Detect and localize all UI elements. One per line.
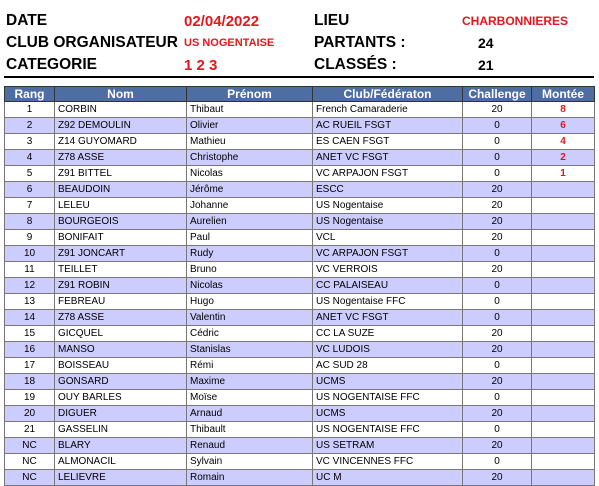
challenge-cell: 20 (463, 342, 532, 358)
prenom-cell: Paul (187, 230, 313, 246)
club-cell: UC M (313, 470, 463, 486)
prenom-cell: Nicolas (187, 278, 313, 294)
nom-cell: ALMONACIL (55, 454, 187, 470)
table-row (5, 454, 595, 470)
prenom-cell: Rudy (187, 246, 313, 262)
rang-cell: 4 (5, 150, 55, 166)
club-cell: US Nogentaise (313, 198, 463, 214)
rang-cell: 18 (5, 374, 55, 390)
rang-cell: 5 (5, 166, 55, 182)
club-cell: ESCC (313, 182, 463, 198)
montee-cell (532, 198, 595, 214)
rang-cell: 3 (5, 134, 55, 150)
club-cell: AC RUEIL FSGT (313, 118, 463, 134)
rang-cell: 19 (5, 390, 55, 406)
table-row (5, 342, 595, 358)
table-row (5, 310, 595, 326)
club-cell: ANET VC FSGT (313, 310, 463, 326)
date-value: 02/04/2022 (184, 12, 260, 30)
rang-cell: 13 (5, 294, 55, 310)
rang-cell: 20 (5, 406, 55, 422)
montee-cell (532, 438, 595, 454)
table-row (5, 102, 595, 118)
challenge-cell: 0 (463, 358, 532, 374)
rang-cell: 17 (5, 358, 55, 374)
montee-cell (532, 262, 595, 278)
date-label: DATE (6, 12, 48, 29)
montee-cell (532, 422, 595, 438)
rang-cell: 15 (5, 326, 55, 342)
nom-cell: BOISSEAU (55, 358, 187, 374)
lieu-value: CHARBONNIERES (462, 14, 569, 28)
club-cell: US NOGENTAISE FFC (313, 390, 463, 406)
table-row (5, 278, 595, 294)
prenom-cell: Nicolas (187, 166, 313, 182)
montee-cell (532, 326, 595, 342)
club-cell: ANET VC FSGT (313, 150, 463, 166)
table-row (5, 294, 595, 310)
nom-cell: BOURGEOIS (55, 214, 187, 230)
rang-cell: 9 (5, 230, 55, 246)
prenom-cell: Stanislas (187, 342, 313, 358)
challenge-cell: 0 (463, 134, 532, 150)
race-info-header (4, 10, 594, 78)
prenom-cell: Johanne (187, 198, 313, 214)
montee-cell: 2 (532, 150, 595, 166)
challenge-cell: 20 (463, 262, 532, 278)
classes-label: CLASSÉS : (312, 54, 460, 77)
club-cell: VC ARPAJON FSGT (313, 166, 463, 182)
partants-label: PARTANTS : (314, 34, 406, 51)
club-cell: US NOGENTAISE FFC (313, 422, 463, 438)
nom-cell: BONIFAIT (55, 230, 187, 246)
table-row (5, 470, 595, 486)
prenom-cell: Bruno (187, 262, 313, 278)
nom-cell: DIGUER (55, 406, 187, 422)
challenge-cell: 20 (463, 214, 532, 230)
challenge-cell: 20 (463, 438, 532, 454)
nom-cell: LELIEVRE (55, 470, 187, 486)
prenom-cell: Cédric (187, 326, 313, 342)
club-organisateur-value: US NOGENTAISE (184, 37, 275, 49)
rang-cell: 7 (5, 198, 55, 214)
table-row (5, 182, 595, 198)
challenge-cell: 0 (463, 118, 532, 134)
table-row (5, 134, 595, 150)
rang-cell: 11 (5, 262, 55, 278)
nom-cell: OUY BARLES (55, 390, 187, 406)
table-row (5, 326, 595, 342)
column-header-montee: Montée (532, 87, 595, 102)
montee-cell (532, 342, 595, 358)
prenom-cell: Romain (187, 470, 313, 486)
prenom-cell: Maxime (187, 374, 313, 390)
challenge-cell: 20 (463, 470, 532, 486)
prenom-cell: Mathieu (187, 134, 313, 150)
nom-cell: Z91 JONCART (55, 246, 187, 262)
table-row (5, 118, 595, 134)
table-row (5, 150, 595, 166)
results-body (5, 102, 595, 486)
rang-cell: 12 (5, 278, 55, 294)
club-organisateur-label: CLUB ORGANISATEUR (6, 34, 178, 51)
challenge-cell: 20 (463, 102, 532, 118)
challenge-cell: 0 (463, 454, 532, 470)
prenom-cell: Arnaud (187, 406, 313, 422)
club-cell: VCL (313, 230, 463, 246)
club-cell: US SETRAM (313, 438, 463, 454)
prenom-cell: Rémi (187, 358, 313, 374)
challenge-cell: 0 (463, 150, 532, 166)
challenge-cell: 0 (463, 166, 532, 182)
prenom-cell: Christophe (187, 150, 313, 166)
challenge-cell: 0 (463, 390, 532, 406)
table-row (5, 438, 595, 454)
montee-cell (532, 278, 595, 294)
challenge-cell: 20 (463, 230, 532, 246)
montee-cell (532, 310, 595, 326)
nom-cell: LELEU (55, 198, 187, 214)
club-cell: AC SUD 28 (313, 358, 463, 374)
nom-cell: Z92 DEMOULIN (55, 118, 187, 134)
rang-cell: 16 (5, 342, 55, 358)
club-cell: UCMS (313, 406, 463, 422)
rang-cell: 2 (5, 118, 55, 134)
montee-cell (532, 214, 595, 230)
montee-cell (532, 406, 595, 422)
prenom-cell: Valentin (187, 310, 313, 326)
table-row (5, 374, 595, 390)
rang-cell: NC (5, 470, 55, 486)
prenom-cell: Aurelien (187, 214, 313, 230)
montee-cell: 4 (532, 134, 595, 150)
club-cell: ES CAEN FSGT (313, 134, 463, 150)
challenge-cell: 20 (463, 198, 532, 214)
nom-cell: FEBREAU (55, 294, 187, 310)
prenom-cell: Olivier (187, 118, 313, 134)
club-cell: VC VERROIS (313, 262, 463, 278)
challenge-cell: 20 (463, 374, 532, 390)
table-row (5, 422, 595, 438)
column-header-nom: Nom (55, 87, 187, 102)
challenge-cell: 0 (463, 310, 532, 326)
table-row (5, 262, 595, 278)
club-cell: VC VINCENNES FFC (313, 454, 463, 470)
challenge-cell: 0 (463, 294, 532, 310)
prenom-cell: Sylvain (187, 454, 313, 470)
montee-cell (532, 470, 595, 486)
prenom-cell: Hugo (187, 294, 313, 310)
column-header-rang: Rang (5, 87, 55, 102)
lieu-label: LIEU (314, 12, 350, 29)
club-cell: French Camaraderie (313, 102, 463, 118)
challenge-cell: 20 (463, 326, 532, 342)
prenom-cell: Renaud (187, 438, 313, 454)
rang-cell: 8 (5, 214, 55, 230)
nom-cell: Z78 ASSE (55, 310, 187, 326)
montee-cell (532, 358, 595, 374)
table-row (5, 198, 595, 214)
categorie-label: CATEGORIE (4, 54, 182, 77)
challenge-cell: 0 (463, 246, 532, 262)
rang-cell: NC (5, 438, 55, 454)
club-cell: US Nogentaise (313, 214, 463, 230)
nom-cell: GONSARD (55, 374, 187, 390)
montee-cell (532, 246, 595, 262)
table-row (5, 230, 595, 246)
montee-cell (532, 294, 595, 310)
montee-cell (532, 374, 595, 390)
table-row (5, 166, 595, 182)
nom-cell: TEILLET (55, 262, 187, 278)
table-row (5, 214, 595, 230)
challenge-cell: 20 (463, 182, 532, 198)
club-cell: CC LA SUZE (313, 326, 463, 342)
nom-cell: BLARY (55, 438, 187, 454)
challenge-cell: 0 (463, 278, 532, 294)
nom-cell: CORBIN (55, 102, 187, 118)
montee-cell (532, 454, 595, 470)
column-header-club: Club/Fédératon (313, 87, 463, 102)
table-row (5, 358, 595, 374)
classes-value: 21 (460, 54, 594, 77)
categorie-value: 1 2 3 (182, 54, 312, 77)
nom-cell: GICQUEL (55, 326, 187, 342)
rang-cell: 6 (5, 182, 55, 198)
club-cell: CC PALAISEAU (313, 278, 463, 294)
club-cell: UCMS (313, 374, 463, 390)
column-header-prenom: Prénom (187, 87, 313, 102)
club-cell: VC LUDOIS (313, 342, 463, 358)
prenom-cell: Jérôme (187, 182, 313, 198)
table-row (5, 390, 595, 406)
montee-cell: 1 (532, 166, 595, 182)
partants-value: 24 (478, 35, 494, 51)
montee-cell: 8 (532, 102, 595, 118)
results-table (4, 86, 595, 486)
challenge-cell: 0 (463, 422, 532, 438)
challenge-cell: 20 (463, 406, 532, 422)
rang-cell: 14 (5, 310, 55, 326)
table-row (5, 406, 595, 422)
prenom-cell: Thibaut (187, 102, 313, 118)
club-cell: US Nogentaise FFC (313, 294, 463, 310)
table-row (5, 246, 595, 262)
nom-cell: Z91 ROBIN (55, 278, 187, 294)
prenom-cell: Moïse (187, 390, 313, 406)
rang-cell: 21 (5, 422, 55, 438)
nom-cell: Z14 GUYOMARD (55, 134, 187, 150)
rang-cell: 1 (5, 102, 55, 118)
montee-cell (532, 390, 595, 406)
prenom-cell: Thibault (187, 422, 313, 438)
results-header-row (5, 87, 595, 102)
nom-cell: Z91 BITTEL (55, 166, 187, 182)
montee-cell (532, 182, 595, 198)
nom-cell: BEAUDOIN (55, 182, 187, 198)
nom-cell: GASSELIN (55, 422, 187, 438)
montee-cell (532, 230, 595, 246)
club-cell: VC ARPAJON FSGT (313, 246, 463, 262)
montee-cell: 6 (532, 118, 595, 134)
nom-cell: Z78 ASSE (55, 150, 187, 166)
rang-cell: NC (5, 454, 55, 470)
nom-cell: MANSO (55, 342, 187, 358)
rang-cell: 10 (5, 246, 55, 262)
column-header-challenge: Challenge (463, 87, 532, 102)
